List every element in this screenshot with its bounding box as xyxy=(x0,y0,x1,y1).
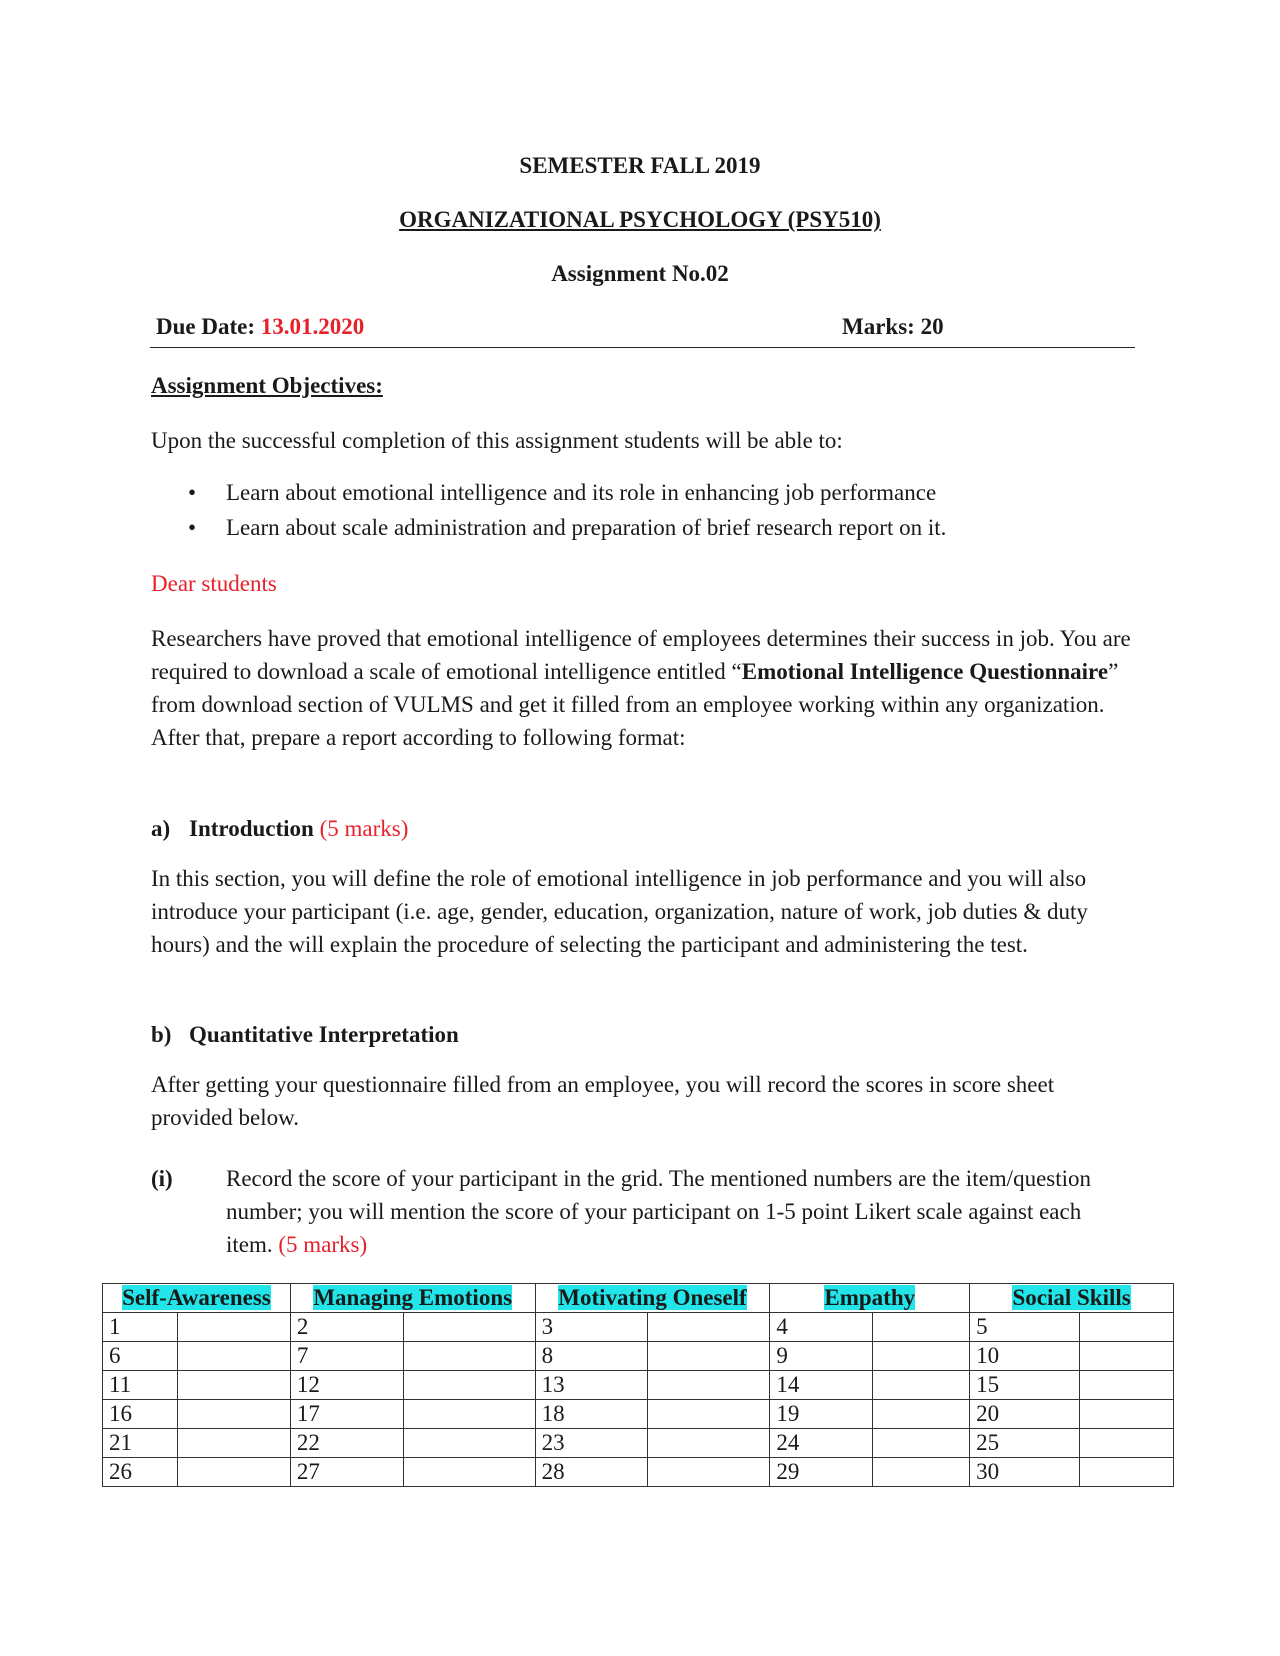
bullet-dot-icon: • xyxy=(188,515,197,540)
table-row xyxy=(103,1400,1174,1429)
item-number-cell: 12 xyxy=(290,1371,403,1400)
score-cell[interactable] xyxy=(403,1429,535,1458)
item-number-cell: 19 xyxy=(770,1400,873,1429)
item-marks: (5 marks) xyxy=(272,1232,368,1257)
item-number-cell: 14 xyxy=(770,1371,873,1400)
item-number-cell: 5 xyxy=(970,1313,1080,1342)
score-cell[interactable] xyxy=(403,1458,535,1487)
score-cell[interactable] xyxy=(873,1371,970,1400)
section-a-marks: (5 marks) xyxy=(313,816,409,841)
item-number: (i) xyxy=(151,1166,173,1191)
score-cell[interactable] xyxy=(177,1429,290,1458)
due-date-label: Due Date: xyxy=(156,314,261,339)
due-date xyxy=(156,313,364,341)
score-cell[interactable] xyxy=(648,1458,770,1487)
score-cell[interactable] xyxy=(648,1313,770,1342)
table-row xyxy=(103,1371,1174,1400)
table-row xyxy=(103,1429,1174,1458)
item-number-cell: 24 xyxy=(770,1429,873,1458)
header-social-skills xyxy=(970,1284,1174,1313)
table-row xyxy=(103,1342,1174,1371)
score-cell[interactable] xyxy=(177,1342,290,1371)
score-cell[interactable] xyxy=(648,1400,770,1429)
assignment-title: Assignment No.02 xyxy=(551,261,729,286)
score-cell[interactable] xyxy=(177,1371,290,1400)
item-number-cell: 23 xyxy=(535,1429,648,1458)
header-empathy xyxy=(770,1284,970,1313)
item-number-cell: 27 xyxy=(290,1458,403,1487)
due-date-value: 13.01.2020 xyxy=(260,314,365,339)
item-number-cell: 20 xyxy=(970,1400,1080,1429)
score-cell[interactable] xyxy=(1080,1342,1174,1371)
item-number-cell: 26 xyxy=(103,1458,178,1487)
section-b-title: Quantitative Interpretation xyxy=(189,1022,459,1047)
score-cell[interactable] xyxy=(177,1458,290,1487)
course-title-text: ORGANIZATIONAL PSYCHOLOGY (PSY510) xyxy=(399,207,881,232)
item-number-cell: 11 xyxy=(103,1371,178,1400)
greeting: Dear students xyxy=(151,571,277,596)
due-date-row xyxy=(150,313,1135,348)
item-number-cell: 4 xyxy=(770,1313,873,1342)
item-number-cell: 28 xyxy=(535,1458,648,1487)
score-cell[interactable] xyxy=(648,1371,770,1400)
item-number-cell: 18 xyxy=(535,1400,648,1429)
score-cell[interactable] xyxy=(177,1400,290,1429)
objective-bullet-1: Learn about emotional intelligence and its role in enhancing job performance xyxy=(226,480,937,505)
questionnaire-name: Emotional Intelligence Questionnaire xyxy=(741,659,1109,684)
objectives-heading-text: Assignment Objectives: xyxy=(151,373,383,398)
item-number-cell: 29 xyxy=(770,1458,873,1487)
marks-total: Marks: 20 xyxy=(842,314,944,339)
score-cell[interactable] xyxy=(403,1400,535,1429)
item-number-cell: 3 xyxy=(535,1313,648,1342)
section-b-heading xyxy=(151,1021,459,1049)
score-cell[interactable] xyxy=(1080,1313,1174,1342)
item-text: Record the score of your participant in the grid. The mentioned numbers are the item/question number; you will mention the score of your participant on 1-5 point Likert scale against each item. xyxy=(226,1166,1092,1257)
bullet-dot-icon: • xyxy=(188,480,197,505)
score-cell[interactable] xyxy=(1080,1458,1174,1487)
score-cell[interactable] xyxy=(1080,1371,1174,1400)
item-number-cell: 13 xyxy=(535,1371,648,1400)
item-number-cell: 6 xyxy=(103,1342,178,1371)
score-cell[interactable] xyxy=(873,1429,970,1458)
item-number-cell: 17 xyxy=(290,1400,403,1429)
score-cell[interactable] xyxy=(403,1342,535,1371)
body-text-a: Researchers have proved that emotional intelligence of employees determines their success in job. You are required to download a scale of emotional intelligence entitled “ xyxy=(151,626,1131,684)
section-a-text: In this section, you will define the role of emotional intelligence in job performance and you will also introduce your participant (i.e. age, gender, education, organization, nature of work, job duties & duty hours) and the will explain the procedure of selecting the participant and administering the test. xyxy=(151,866,1088,957)
item-number-cell: 2 xyxy=(290,1313,403,1342)
header-label: Self-Awareness xyxy=(122,1285,271,1310)
body-paragraph xyxy=(151,622,1141,754)
item-number-cell: 15 xyxy=(970,1371,1080,1400)
item-instruction xyxy=(226,1162,1131,1261)
section-b-text: After getting your questionnaire filled from an employee, you will record the scores in score sheet provided below. xyxy=(151,1072,1055,1130)
header-motivating-oneself xyxy=(535,1284,770,1313)
score-cell[interactable] xyxy=(648,1342,770,1371)
header-self-awareness xyxy=(103,1284,291,1313)
body-text-b: ” from download section of VULMS and get it filled from an employee working within any organization. After that, prepare a report according to following format: xyxy=(151,659,1119,750)
item-number-cell: 10 xyxy=(970,1342,1080,1371)
section-a-heading xyxy=(151,815,408,843)
score-cell[interactable] xyxy=(403,1313,535,1342)
item-number-cell: 25 xyxy=(970,1429,1080,1458)
item-number-cell: 22 xyxy=(290,1429,403,1458)
section-b-letter: b) xyxy=(151,1022,172,1047)
course-title xyxy=(0,206,1280,234)
score-cell[interactable] xyxy=(403,1371,535,1400)
header-managing-emotions xyxy=(290,1284,535,1313)
objectives-intro: Upon the successful completion of this assignment students will be able to: xyxy=(151,428,843,453)
section-a-letter: a) xyxy=(151,816,171,841)
header-label: Social Skills xyxy=(1012,1285,1131,1310)
item-number-cell: 30 xyxy=(970,1458,1080,1487)
objective-bullet-2: Learn about scale administration and preparation of brief research report on it. xyxy=(226,515,947,540)
score-cell[interactable] xyxy=(873,1342,970,1371)
header-label: Motivating Oneself xyxy=(558,1285,747,1310)
score-cell[interactable] xyxy=(873,1313,970,1342)
item-number-cell: 1 xyxy=(103,1313,178,1342)
table-row xyxy=(103,1458,1174,1487)
item-number-cell: 8 xyxy=(535,1342,648,1371)
header-label: Managing Emotions xyxy=(313,1285,513,1310)
table-row xyxy=(103,1313,1174,1342)
score-cell[interactable] xyxy=(873,1458,970,1487)
semester-title: SEMESTER FALL 2019 xyxy=(519,153,761,178)
score-cell[interactable] xyxy=(873,1400,970,1429)
item-number-cell: 7 xyxy=(290,1342,403,1371)
objectives-heading xyxy=(151,372,383,400)
score-grid xyxy=(102,1283,1174,1487)
score-cell[interactable] xyxy=(177,1313,290,1342)
score-cell[interactable] xyxy=(1080,1400,1174,1429)
score-cell[interactable] xyxy=(1080,1429,1174,1458)
header-label: Empathy xyxy=(824,1285,916,1310)
item-number-cell: 16 xyxy=(103,1400,178,1429)
item-number-cell: 21 xyxy=(103,1429,178,1458)
item-number-cell: 9 xyxy=(770,1342,873,1371)
section-a-title: Introduction xyxy=(189,816,314,841)
score-grid-header-row xyxy=(103,1284,1174,1313)
score-cell[interactable] xyxy=(648,1429,770,1458)
